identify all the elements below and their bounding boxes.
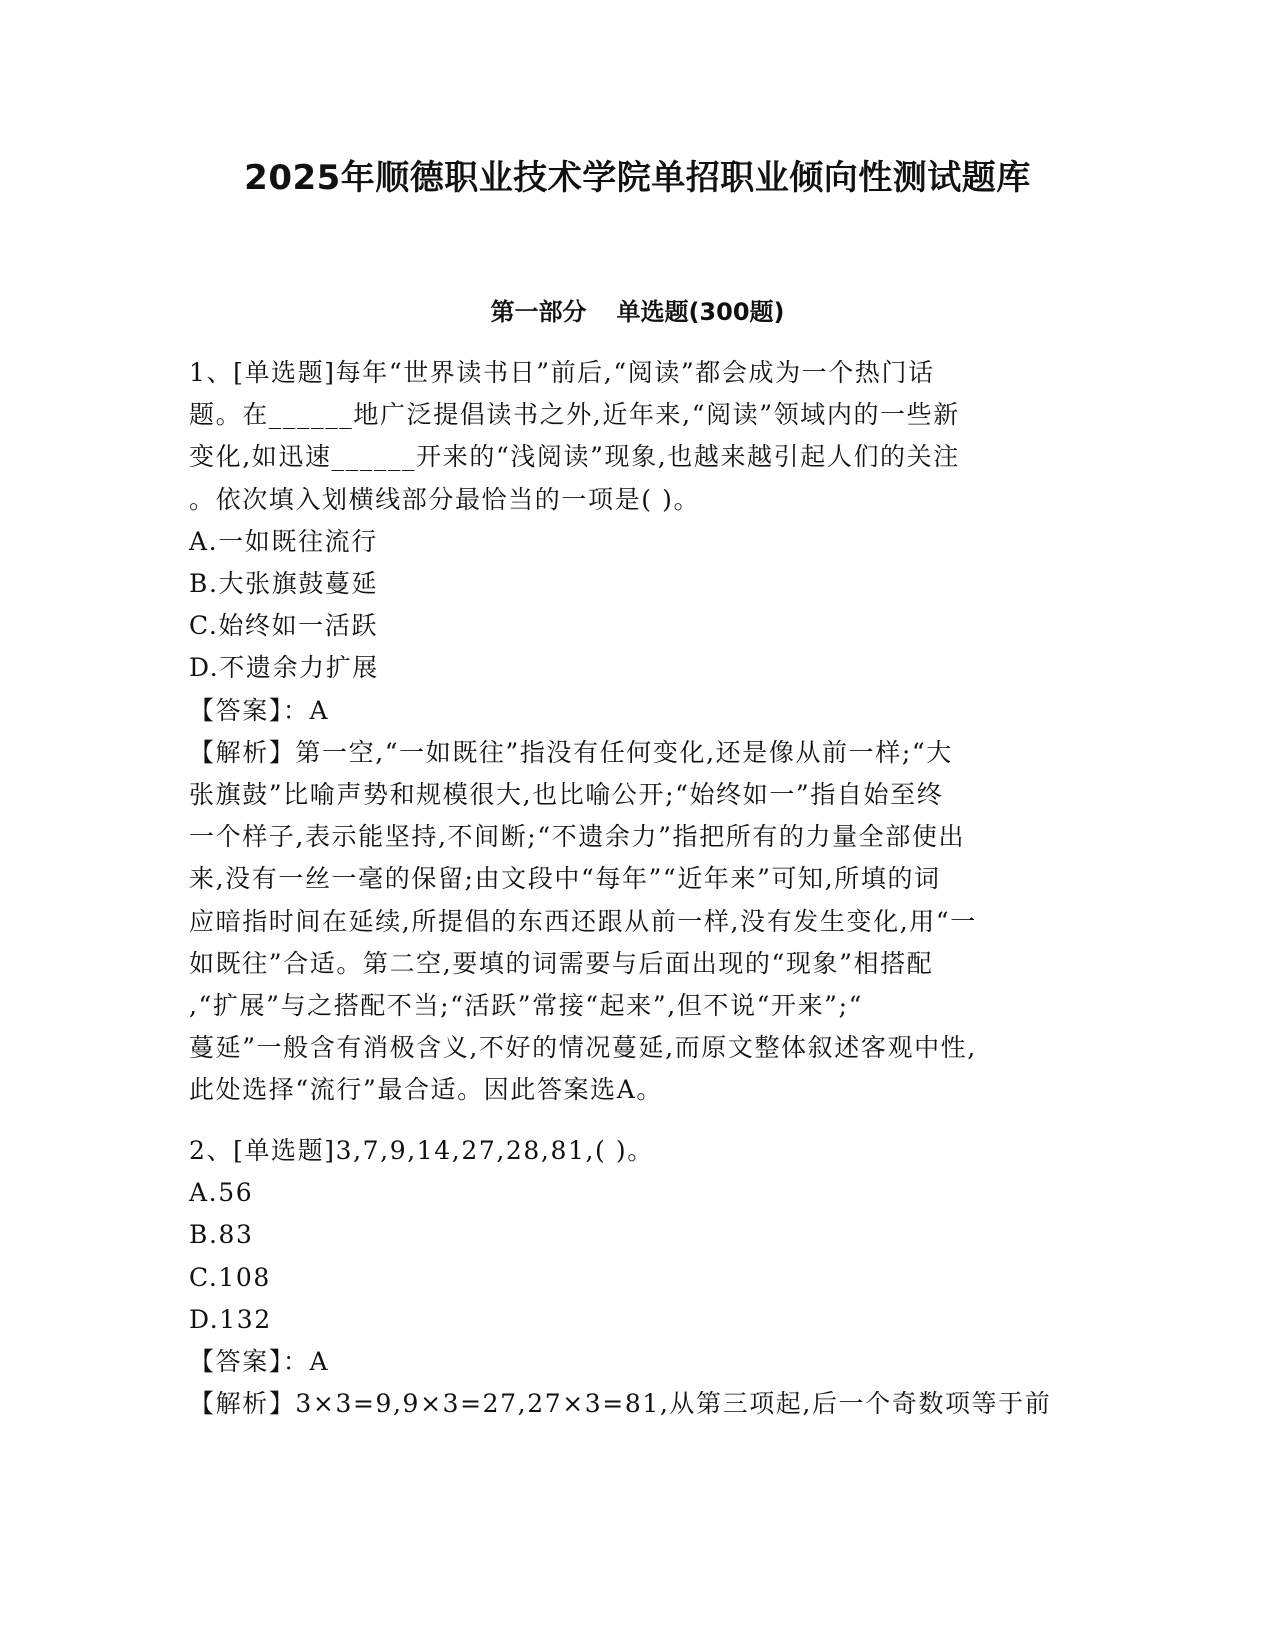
answer-line: 【答案】：A [189, 695, 330, 725]
analysis-line: 一个样子,表示能坚持,不间断;“不遗余力”指把所有的力量全部使出 [189, 822, 966, 852]
document-title: 2025年顺德职业技术学院单招职业倾向性测试题库 [244, 158, 1031, 198]
section-title [0, 292, 1275, 327]
option-b: B.大张旗鼓蔓延 [189, 569, 379, 599]
analysis-line: 此处选择“流行”最合适。因此答案选A。 [189, 1075, 664, 1105]
option-c: C.始终如一活跃 [189, 611, 378, 641]
analysis-line: 应暗指时间在延续,所提倡的东西还跟从前一样,没有发生变化,用“一 [189, 906, 977, 936]
question-stem-line: 。依次填入划横线部分最恰当的一项是( )。 [189, 484, 701, 514]
option-d: D.不遗余力扩展 [189, 653, 379, 683]
analysis-line: 来,没有一丝一毫的保留;由文段中“每年”“近年来”可知,所填的词 [189, 864, 941, 894]
analysis-line: 如既往”合适。第二空,要填的词需要与后面出现的“现象”相搭配 [189, 948, 934, 978]
question-stem-line: 2、[单选题]3,7,9,14,27,28,81,( )。 [189, 1136, 654, 1165]
section-name: 单选题(300题) [616, 298, 785, 326]
question-stem-line: 题。在______地广泛提倡读书之外,近年来,“阅读”领域内的一些新 [189, 400, 960, 430]
option-d: D.132 [189, 1304, 272, 1334]
option-a: A.一如既往流行 [189, 526, 378, 556]
option-b: B.83 [189, 1220, 254, 1250]
question-2 [189, 1130, 1077, 1425]
question-stem-line: 1、[单选题]每年“世界读书日”前后,“阅读”都会成为一个热门话 [189, 358, 935, 387]
section-part: 第一部分 [490, 298, 587, 326]
option-a: A.56 [189, 1178, 254, 1208]
analysis-line: 【解析】3×3=9,9×3=27,27×3=81,从第三项起,后一个奇数项等于前 [189, 1389, 1052, 1419]
question-1 [189, 352, 1077, 1112]
question-stem-line: 变化,如迅速______开来的“浅阅读”现象,也越来越引起人们的关注 [189, 442, 960, 472]
analysis-line: 张旗鼓”比喻声势和规模很大,也比喻公开;“始终如一”指自始至终 [189, 780, 944, 810]
option-c: C.108 [189, 1262, 271, 1292]
analysis-line: 【解析】第一空,“一如既往”指没有任何变化,还是像从前一样;“大 [189, 737, 953, 767]
analysis-line: 蔓延”一般含有消极含义,不好的情况蔓延,而原文整体叙述客观中性, [189, 1033, 977, 1063]
answer-line: 【答案】：A [189, 1347, 330, 1377]
analysis-line: ,“扩展”与之搭配不当;“活跃”常接“起来”,但不说“开来”;“ [189, 991, 863, 1021]
